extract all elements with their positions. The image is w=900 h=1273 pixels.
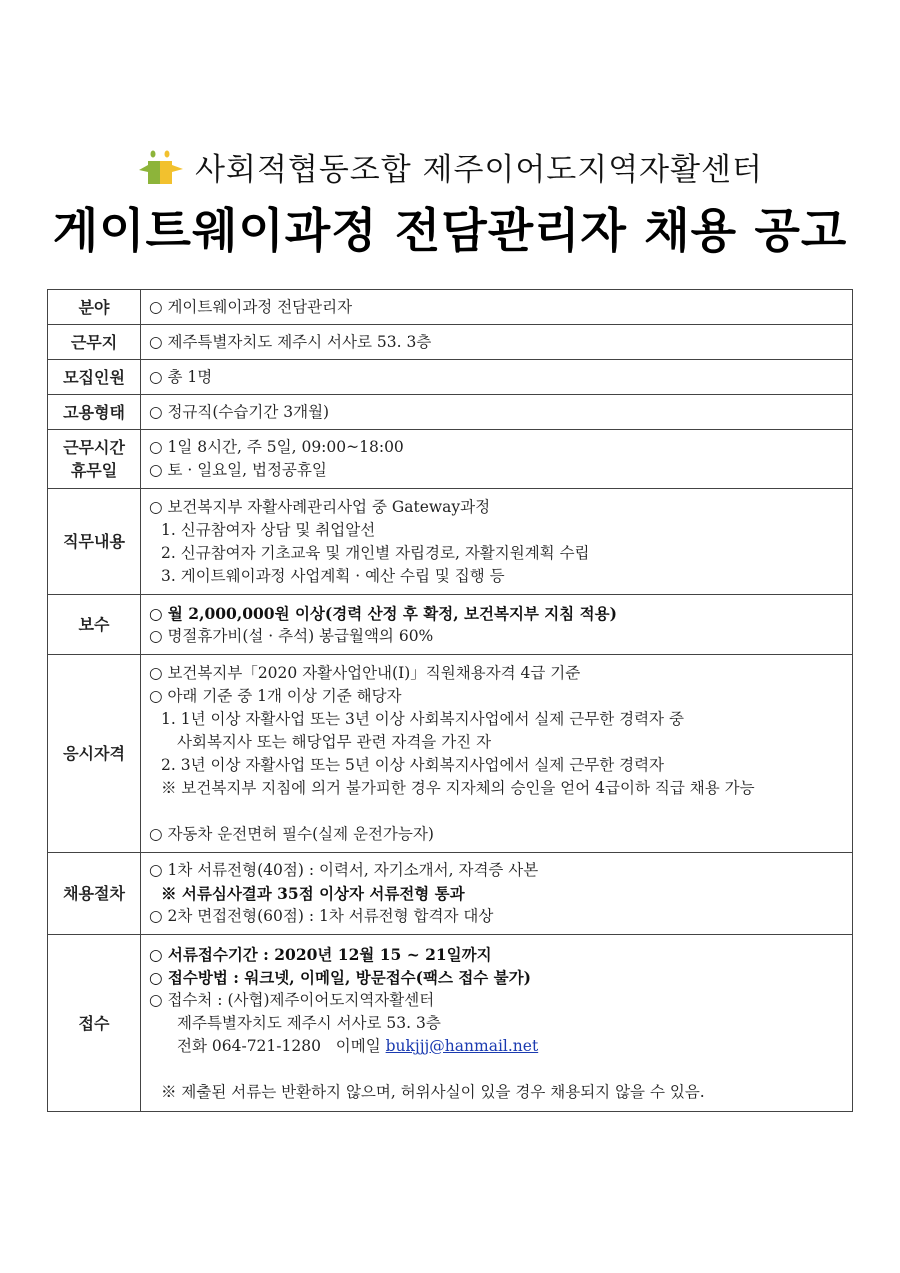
row-label [48, 430, 141, 489]
row-label-text: 고용형태 [63, 402, 125, 422]
value-line [149, 1081, 846, 1104]
row-value [141, 290, 853, 325]
row-label-text: 근무지 [70, 332, 118, 352]
value-line [149, 1058, 846, 1081]
value-line [149, 459, 846, 482]
row-label [48, 325, 141, 360]
value-line [149, 777, 846, 800]
row-label-text: 응시자격 [63, 744, 125, 763]
value-line [149, 565, 846, 588]
value-text: ※ 서류심사결과 35점 이상자 서류전형 통과 [161, 884, 465, 903]
row-value [141, 360, 853, 395]
page-title: 게이트웨이과정 전담관리자 채용 공고 [52, 204, 848, 259]
row-label-text: 직무내용 [63, 532, 125, 551]
row-label [48, 489, 141, 595]
value-line [149, 685, 846, 708]
value-text: ○ 명절휴가비(설 · 추석) 봉급월액의 60% [149, 626, 434, 645]
value-text: ○ 보건복지부 자활사례관리사업 중 Gateway과정 [149, 497, 491, 516]
table-row [48, 489, 853, 595]
value-text: ○ 총 1명 [149, 367, 213, 386]
email-link[interactable]: bukjjj@hanmail.net [385, 1036, 539, 1055]
row-label-text: 모집인원 [63, 367, 125, 387]
value-text: 3. 게이트웨이과정 사업계획 · 예산 수립 및 집행 등 [161, 566, 505, 585]
value-line [149, 882, 846, 905]
value-text: 1. 1년 이상 자활사업 또는 3년 이상 사회복지사업에서 실제 근무한 경력자 중 [161, 709, 684, 728]
value-text: ○ 보건복지부「2020 자활사업안내(Ⅰ)」직원채용자격 4급 기준 [149, 663, 581, 682]
value-line [149, 1012, 846, 1035]
row-label [48, 935, 141, 1112]
value-text: 2. 3년 이상 자활사업 또는 5년 이상 사회복지사업에서 실제 근무한 경력자 [161, 755, 665, 774]
row-value [141, 595, 853, 655]
row-label-text: 접수 [78, 1013, 110, 1033]
value-text: ○ 월 2,000,000원 이상(경력 산정 후 확정, 보건복지부 지침 적용) [149, 603, 617, 623]
row-label-text: 근무시간 [63, 438, 125, 457]
row-label [48, 853, 141, 935]
value-text: ○ 게이트웨이과정 전담관리자 [149, 297, 353, 316]
value-text: ○ 토 · 일요일, 법정공휴일 [149, 461, 327, 479]
job-posting-table [47, 289, 853, 1112]
value-line [149, 496, 846, 519]
value-line [149, 662, 846, 685]
value-line [149, 823, 846, 846]
value-text: 전화 064-721-1280 이메일 [177, 1036, 386, 1055]
table-row [48, 325, 853, 360]
value-line [149, 859, 846, 882]
value-text: 2. 신규참여자 기초교육 및 개인별 자립경로, 자활지원계획 수립 [161, 543, 590, 562]
value-line [149, 331, 846, 354]
value-text: 사회복지사 또는 해당업무 관련 자격을 가진 자 [177, 732, 492, 751]
value-text: ○ 1차 서류전형(40점) : 이력서, 자기소개서, 자격증 사본 [149, 861, 539, 879]
value-text: ○ 제주특별자치도 제주시 서사로 53. 3층 [149, 332, 432, 351]
value-line [149, 966, 846, 989]
value-text: ○ 아래 기준 중 1개 이상 기준 해당자 [149, 686, 402, 705]
value-line [149, 943, 846, 966]
row-label-text: 분야 [78, 297, 110, 317]
row-label [48, 655, 141, 853]
value-line [149, 905, 846, 928]
row-label-text: 보수 [78, 615, 110, 634]
row-label-text: 휴무일 [70, 461, 118, 480]
row-value [141, 489, 853, 595]
row-label [48, 395, 141, 430]
value-text: ○ 정규직(수습기간 3개월) [149, 402, 330, 421]
row-label [48, 360, 141, 395]
cooperative-logo-icon [137, 148, 185, 188]
value-line [149, 401, 846, 424]
value-line [149, 625, 846, 648]
table-row [48, 935, 853, 1112]
value-text: ○ 1일 8시간, 주 5일, 09:00~18:00 [149, 438, 404, 456]
row-value [141, 395, 853, 430]
value-text: ○ 접수처 : (사협)제주이어도지역자활센터 [149, 990, 435, 1009]
value-line [149, 542, 846, 565]
row-label [48, 290, 141, 325]
value-text: ○ 서류접수기간 : 2020년 12월 15 ~ 21일까지 [149, 944, 492, 964]
table-row [48, 395, 853, 430]
value-line [149, 436, 846, 459]
organization-name: 사회적협동조합 제주이어도지역자활센터 [195, 152, 763, 188]
row-value [141, 935, 853, 1112]
value-text: 1. 신규참여자 상담 및 취업알선 [161, 520, 376, 539]
value-line [149, 519, 846, 542]
table-row [48, 595, 853, 655]
table-row [48, 360, 853, 395]
value-line [149, 1035, 846, 1058]
value-line [149, 731, 846, 754]
row-label-text: 채용절차 [63, 884, 125, 903]
value-line [149, 708, 846, 731]
table-row [48, 430, 853, 489]
value-text: 제주특별자치도 제주시 서사로 53. 3층 [177, 1013, 441, 1032]
value-text: ※ 제출된 서류는 반환하지 않으며, 허위사실이 있을 경우 채용되지 않을 수 있음. [161, 1082, 705, 1101]
value-line [149, 366, 846, 389]
value-line [149, 800, 846, 823]
organization-header [0, 150, 900, 192]
value-text: ○ 자동차 운전면허 필수(실제 운전가능자) [149, 824, 434, 843]
value-text: ○ 2차 면접전형(60점) : 1차 서류전형 합격자 대상 [149, 907, 494, 925]
row-value [141, 430, 853, 489]
table-row [48, 290, 853, 325]
row-value [141, 655, 853, 853]
value-text: ○ 접수방법 : 워크넷, 이메일, 방문접수(팩스 접수 불가) [149, 967, 531, 987]
row-label [48, 595, 141, 655]
value-line [149, 989, 846, 1012]
table-row [48, 655, 853, 853]
value-line [149, 296, 846, 319]
value-line [149, 754, 846, 777]
value-line [149, 602, 846, 625]
table-row [48, 853, 853, 935]
row-value [141, 325, 853, 360]
row-value [141, 853, 853, 935]
value-text: ※ 보건복지부 지침에 의거 불가피한 경우 지자체의 승인을 얻어 4급이하 직급 채용 가능 [161, 778, 755, 797]
